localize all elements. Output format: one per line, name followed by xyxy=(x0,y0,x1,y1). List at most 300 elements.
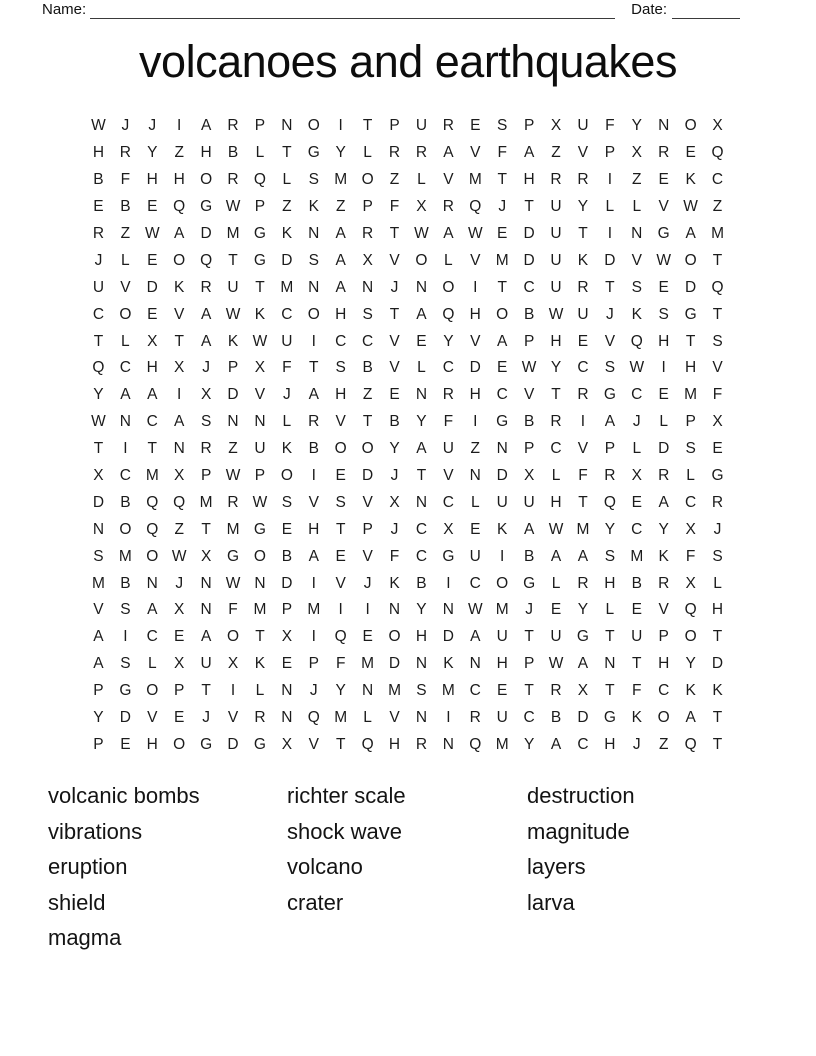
grid-letter: R xyxy=(658,574,670,592)
grid-letter: C xyxy=(146,628,158,646)
grid-letter: W xyxy=(656,251,672,269)
grid-letter: O xyxy=(173,251,186,269)
grid-letter: D xyxy=(577,709,589,727)
grid-letter: B xyxy=(523,305,535,323)
grid-letter: H xyxy=(415,628,428,646)
word-list-item: layers xyxy=(527,854,586,880)
grid-letter: G xyxy=(711,467,724,485)
grid-letter: T xyxy=(578,493,588,511)
grid-letter: T xyxy=(551,386,561,404)
grid-letter: U xyxy=(254,440,266,458)
grid-letter: L xyxy=(282,171,292,189)
grid-letter: W xyxy=(467,225,483,242)
grid-letter: O xyxy=(496,305,509,323)
grid-letter: H xyxy=(146,735,158,753)
grid-letter: R xyxy=(92,225,105,242)
grid-letter: N xyxy=(227,413,239,431)
grid-letter: X xyxy=(523,467,535,485)
grid-letter: V xyxy=(443,171,454,189)
word-list-item: volcano xyxy=(287,854,363,880)
grid-letter: E xyxy=(658,278,669,296)
grid-letter: H xyxy=(469,305,481,323)
grid-letter: B xyxy=(550,709,562,727)
grid-letter: C xyxy=(335,332,347,350)
grid-letter: L xyxy=(713,574,722,592)
grid-letter: E xyxy=(335,467,346,485)
grid-letter: Y xyxy=(93,386,104,404)
grid-letter: Y xyxy=(577,601,589,619)
grid-letter: N xyxy=(415,493,428,511)
grid-letter: L xyxy=(632,440,642,458)
grid-letter: I xyxy=(473,278,478,296)
grid-letter: M xyxy=(495,735,509,753)
grid-letter: Q xyxy=(684,735,697,753)
grid-letter: C xyxy=(92,305,105,323)
grid-letter: C xyxy=(415,547,428,565)
grid-letter: V xyxy=(389,251,400,269)
grid-letter: E xyxy=(631,601,642,619)
grid-letter: U xyxy=(442,440,454,458)
grid-letter: R xyxy=(577,278,589,296)
grid-letter: F xyxy=(712,386,723,404)
grid-letter: E xyxy=(335,547,346,565)
grid-letter: C xyxy=(442,359,454,377)
grid-letter: D xyxy=(227,386,239,404)
grid-letter: X xyxy=(227,655,239,673)
grid-letter: A xyxy=(200,305,212,323)
grid-letter: M xyxy=(91,574,105,592)
grid-letter: H xyxy=(146,171,158,189)
grid-letter: Q xyxy=(146,520,159,538)
grid-letter: A xyxy=(200,628,212,646)
grid-letter: Z xyxy=(712,198,723,216)
grid-letter: R xyxy=(711,493,724,511)
grid-letter: X xyxy=(577,682,589,700)
grid-letter: X xyxy=(550,117,562,135)
grid-letter: E xyxy=(416,332,427,350)
grid-letter: M xyxy=(199,493,213,511)
grid-letter: E xyxy=(550,601,562,619)
grid-letter: E xyxy=(147,305,158,323)
grid-letter: Z xyxy=(174,520,184,538)
grid-letter: V xyxy=(577,440,589,458)
grid-letter: Q xyxy=(334,628,347,646)
grid-letter: L xyxy=(551,467,561,485)
grid-letter: F xyxy=(443,413,454,431)
grid-letter: V xyxy=(577,144,589,162)
grid-letter: S xyxy=(200,413,212,431)
grid-letter: C xyxy=(119,359,131,377)
grid-letter: A xyxy=(550,547,562,565)
grid-letter: U xyxy=(227,278,239,296)
grid-letter: T xyxy=(632,655,642,673)
grid-letter: A xyxy=(443,144,454,162)
grid-letter: Y xyxy=(389,440,400,458)
grid-letter: G xyxy=(119,682,132,700)
grid-letter: O xyxy=(361,171,374,189)
grid-letter: Q xyxy=(469,198,482,216)
grid-letter: M xyxy=(684,386,698,404)
grid-letter: S xyxy=(335,493,346,511)
grid-letter: X xyxy=(416,198,427,216)
grid-letter: T xyxy=(362,413,373,431)
grid-letter: Y xyxy=(577,198,589,216)
grid-letter: M xyxy=(226,225,240,242)
grid-letter: G xyxy=(307,144,320,162)
grid-letter: A xyxy=(577,547,589,565)
grid-letter: I xyxy=(338,601,343,619)
grid-letter: U xyxy=(550,278,562,296)
grid-letter: K xyxy=(254,655,266,673)
grid-letter: T xyxy=(712,305,723,323)
grid-letter: C xyxy=(631,386,643,404)
grid-letter: R xyxy=(200,440,212,458)
grid-letter: W xyxy=(548,520,564,538)
grid-letter: L xyxy=(121,251,130,269)
grid-letter: N xyxy=(200,574,212,592)
grid-letter: R xyxy=(577,574,589,592)
grid-letter: H xyxy=(496,655,508,673)
grid-letter: D xyxy=(523,251,535,269)
grid-letter: U xyxy=(415,117,428,135)
grid-letter: F xyxy=(632,682,642,700)
grid-letter: G xyxy=(603,386,616,404)
grid-letter: C xyxy=(523,709,535,727)
grid-letter: K xyxy=(685,171,696,189)
grid-letter: E xyxy=(470,520,481,538)
grid-letter: X xyxy=(685,574,696,592)
grid-letter: R xyxy=(415,144,428,162)
grid-letter: D xyxy=(92,493,105,511)
grid-letter: V xyxy=(712,359,723,377)
grid-letter: H xyxy=(146,359,158,377)
grid-letter: B xyxy=(227,144,239,162)
grid-letter: A xyxy=(685,225,696,242)
grid-letter: M xyxy=(226,520,240,538)
grid-letter: V xyxy=(470,251,481,269)
grid-letter: B xyxy=(120,493,131,511)
grid-letter: T xyxy=(201,520,211,538)
grid-letter: Z xyxy=(335,198,346,216)
grid-letter: N xyxy=(442,601,454,619)
grid-letter: R xyxy=(604,467,616,485)
grid-letter: H xyxy=(658,655,670,673)
grid-letter: V xyxy=(389,359,400,377)
grid-letter: K xyxy=(281,225,293,242)
grid-letter: V xyxy=(658,601,669,619)
grid-letter: T xyxy=(524,198,534,216)
grid-letter: D xyxy=(146,278,158,296)
grid-letter: Q xyxy=(630,332,643,350)
grid-letter: L xyxy=(444,251,453,269)
grid-letter: P xyxy=(200,467,212,485)
grid-letter: D xyxy=(362,467,374,485)
grid-letter: Y xyxy=(443,332,454,350)
grid-letter: D xyxy=(496,467,508,485)
grid-letter: N xyxy=(658,117,670,135)
grid-letter: G xyxy=(200,735,213,753)
grid-letter: N xyxy=(173,440,185,458)
grid-letter: W xyxy=(91,413,106,431)
grid-letter: Y xyxy=(335,144,346,162)
grid-letter: P xyxy=(658,628,669,646)
grid-letter: S xyxy=(685,440,696,458)
grid-letter: S xyxy=(416,682,427,700)
grid-letter: Q xyxy=(684,601,697,619)
grid-letter: T xyxy=(389,225,400,242)
grid-letter: N xyxy=(254,413,266,431)
grid-letter: O xyxy=(388,628,401,646)
grid-letter: N xyxy=(362,682,374,700)
grid-letter: R xyxy=(577,386,589,404)
grid-letter: A xyxy=(200,332,212,350)
grid-letter: Q xyxy=(307,709,320,727)
grid-letter: Q xyxy=(361,735,374,753)
grid-letter: I xyxy=(607,225,613,242)
grid-letter: P xyxy=(523,655,535,673)
grid-letter: C xyxy=(469,682,481,700)
word-list-column xyxy=(48,778,287,956)
grid-letter: P xyxy=(93,735,104,753)
word-list-item: eruption xyxy=(48,854,128,880)
grid-letter: E xyxy=(497,682,508,700)
grid-letter: D xyxy=(711,655,724,673)
grid-letter: Q xyxy=(146,493,159,511)
grid-letter: R xyxy=(200,278,212,296)
grid-letter: W xyxy=(91,117,106,135)
grid-letter: B xyxy=(362,359,373,377)
grid-letter: A xyxy=(416,305,427,323)
grid-letter: S xyxy=(604,359,616,377)
grid-letter: H xyxy=(308,520,320,538)
grid-letter: F xyxy=(578,467,588,485)
grid-letter: W xyxy=(225,305,241,323)
grid-letter: N xyxy=(631,225,643,242)
grid-letter: C xyxy=(523,278,535,296)
grid-letter: J xyxy=(390,467,399,485)
grid-letter: T xyxy=(228,251,238,269)
grid-letter: V xyxy=(362,493,373,511)
grid-letter: X xyxy=(712,117,723,135)
grid-letter: P xyxy=(362,198,373,216)
grid-letter: S xyxy=(281,493,293,511)
grid-letter: C xyxy=(281,305,293,323)
grid-letter: W xyxy=(252,493,268,511)
grid-letter: P xyxy=(685,413,696,431)
grid-letter: L xyxy=(282,413,292,431)
grid-letter: C xyxy=(119,467,131,485)
grid-letter: N xyxy=(281,682,293,700)
grid-letter: X xyxy=(174,601,185,619)
grid-letter: R xyxy=(442,386,454,404)
grid-letter: V xyxy=(604,332,616,350)
grid-letter: C xyxy=(415,520,428,538)
grid-letter: T xyxy=(578,225,588,242)
grid-letter: V xyxy=(335,574,346,592)
grid-letter: Y xyxy=(604,520,616,538)
grid-letter: T xyxy=(685,332,696,350)
grid-letter: L xyxy=(147,655,157,673)
grid-letter: E xyxy=(174,709,185,727)
grid-letter: X xyxy=(174,655,185,673)
grid-letter: L xyxy=(121,332,130,350)
grid-letter: V xyxy=(470,144,481,162)
grid-letter: J xyxy=(498,198,507,216)
grid-letter: O xyxy=(280,467,293,485)
grid-letter: H xyxy=(685,359,697,377)
grid-letter: O xyxy=(684,251,697,269)
grid-letter: R xyxy=(442,117,454,135)
grid-letter: P xyxy=(308,655,319,673)
grid-letter: Y xyxy=(335,682,346,700)
grid-letter: A xyxy=(497,332,508,350)
name-label: Name: xyxy=(42,1,87,18)
grid-letter: S xyxy=(631,278,642,296)
grid-letter: U xyxy=(496,709,508,727)
grid-letter: I xyxy=(123,440,128,458)
grid-letter: E xyxy=(93,198,104,216)
grid-letter: X xyxy=(685,520,696,538)
grid-letter: U xyxy=(496,493,508,511)
grid-letter: N xyxy=(308,278,320,296)
grid-letter: S xyxy=(308,251,319,269)
grid-letter: J xyxy=(121,117,130,135)
grid-letter: O xyxy=(146,547,159,565)
grid-letter: N xyxy=(119,413,131,431)
grid-letter: L xyxy=(255,144,265,162)
grid-letter: F xyxy=(389,547,400,565)
grid-letter: F xyxy=(605,117,615,135)
grid-letter: G xyxy=(253,225,266,242)
grid-letter: V xyxy=(120,278,131,296)
grid-letter: G xyxy=(603,709,616,727)
grid-letter: C xyxy=(658,682,670,700)
grid-letter: W xyxy=(225,467,241,485)
grid-letter: R xyxy=(442,198,454,216)
grid-letter: R xyxy=(550,413,562,431)
grid-letter: I xyxy=(311,574,316,592)
grid-letter: R xyxy=(119,144,131,162)
grid-letter: L xyxy=(417,171,426,189)
grid-letter: R xyxy=(362,225,374,242)
grid-letter: K xyxy=(631,305,642,323)
grid-letter: G xyxy=(253,735,266,753)
grid-letter: A xyxy=(308,547,319,565)
grid-letter: U xyxy=(550,198,562,216)
grid-letter: D xyxy=(658,440,670,458)
grid-letter: Y xyxy=(93,709,104,727)
grid-letter: G xyxy=(200,198,213,216)
grid-letter: U xyxy=(550,225,562,242)
grid-letter: X xyxy=(200,547,212,565)
puzzle-title: volcanoes and earthquakes xyxy=(139,36,677,87)
grid-letter: A xyxy=(523,520,535,538)
grid-letter: T xyxy=(497,171,507,189)
grid-letter: E xyxy=(497,225,508,242)
grid-letter: E xyxy=(147,251,158,269)
grid-letter: P xyxy=(254,467,266,485)
grid-letter: R xyxy=(254,709,266,727)
word-list-item: magnitude xyxy=(527,818,630,844)
grid-letter: X xyxy=(362,251,373,269)
grid-letter: P xyxy=(254,198,266,216)
grid-letter: A xyxy=(174,225,185,242)
grid-letter: Q xyxy=(711,144,724,162)
grid-letter: C xyxy=(146,413,158,431)
grid-letter: R xyxy=(388,144,401,162)
grid-letter: U xyxy=(281,332,293,350)
grid-letter: U xyxy=(577,117,589,135)
grid-letter: C xyxy=(496,386,508,404)
grid-letter: M xyxy=(280,278,294,296)
grid-letter: J xyxy=(632,413,641,431)
grid-letter: V xyxy=(174,305,185,323)
grid-letter: V xyxy=(93,601,104,619)
grid-letter: W xyxy=(467,601,483,619)
grid-letter: H xyxy=(469,386,481,404)
grid-letter: N xyxy=(496,440,508,458)
grid-letter: R xyxy=(658,467,670,485)
grid-letter: K xyxy=(174,278,185,296)
grid-letter: A xyxy=(470,628,481,646)
grid-letter: B xyxy=(120,198,131,216)
grid-letter: K xyxy=(254,305,266,323)
grid-letter: G xyxy=(684,305,697,323)
grid-letter: H xyxy=(388,735,401,753)
grid-letter: M xyxy=(468,171,482,189)
grid-letter: G xyxy=(523,574,536,592)
grid-letter: X xyxy=(281,735,293,753)
grid-letter: E xyxy=(147,198,158,216)
grid-letter: A xyxy=(577,655,589,673)
grid-letter: T xyxy=(524,682,534,700)
grid-letter: B xyxy=(389,413,400,431)
grid-letter: A xyxy=(335,251,346,269)
grid-letter: T xyxy=(389,305,400,323)
grid-letter: O xyxy=(496,574,509,592)
grid-letter: D xyxy=(281,251,293,269)
grid-letter: U xyxy=(92,278,105,296)
grid-letter: S xyxy=(93,547,104,565)
grid-letter: Q xyxy=(253,171,266,189)
grid-letter: A xyxy=(416,440,427,458)
grid-letter: W xyxy=(414,225,429,242)
grid-letter: G xyxy=(442,547,455,565)
grid-letter: O xyxy=(415,251,428,269)
grid-letter: Y xyxy=(550,359,562,377)
grid-letter: V xyxy=(335,413,346,431)
grid-letter: J xyxy=(632,735,641,753)
grid-letter: J xyxy=(309,682,318,700)
grid-letter: D xyxy=(281,574,293,592)
grid-letter: S xyxy=(120,655,131,673)
grid-letter: O xyxy=(684,628,697,646)
grid-letter: R xyxy=(469,709,481,727)
grid-letter: M xyxy=(495,601,509,619)
grid-letter: W xyxy=(225,574,241,592)
grid-letter: O xyxy=(657,709,670,727)
grid-letter: J xyxy=(175,574,184,592)
grid-letter: Q xyxy=(603,493,616,511)
grid-letter: D xyxy=(604,251,616,269)
grid-letter: T xyxy=(174,332,184,350)
grid-letter: A xyxy=(120,386,131,404)
grid-letter: V xyxy=(443,467,454,485)
grid-letter: H xyxy=(335,305,347,323)
grid-letter: A xyxy=(200,117,212,135)
grid-letter: I xyxy=(365,601,370,619)
grid-letter: E xyxy=(470,117,481,135)
